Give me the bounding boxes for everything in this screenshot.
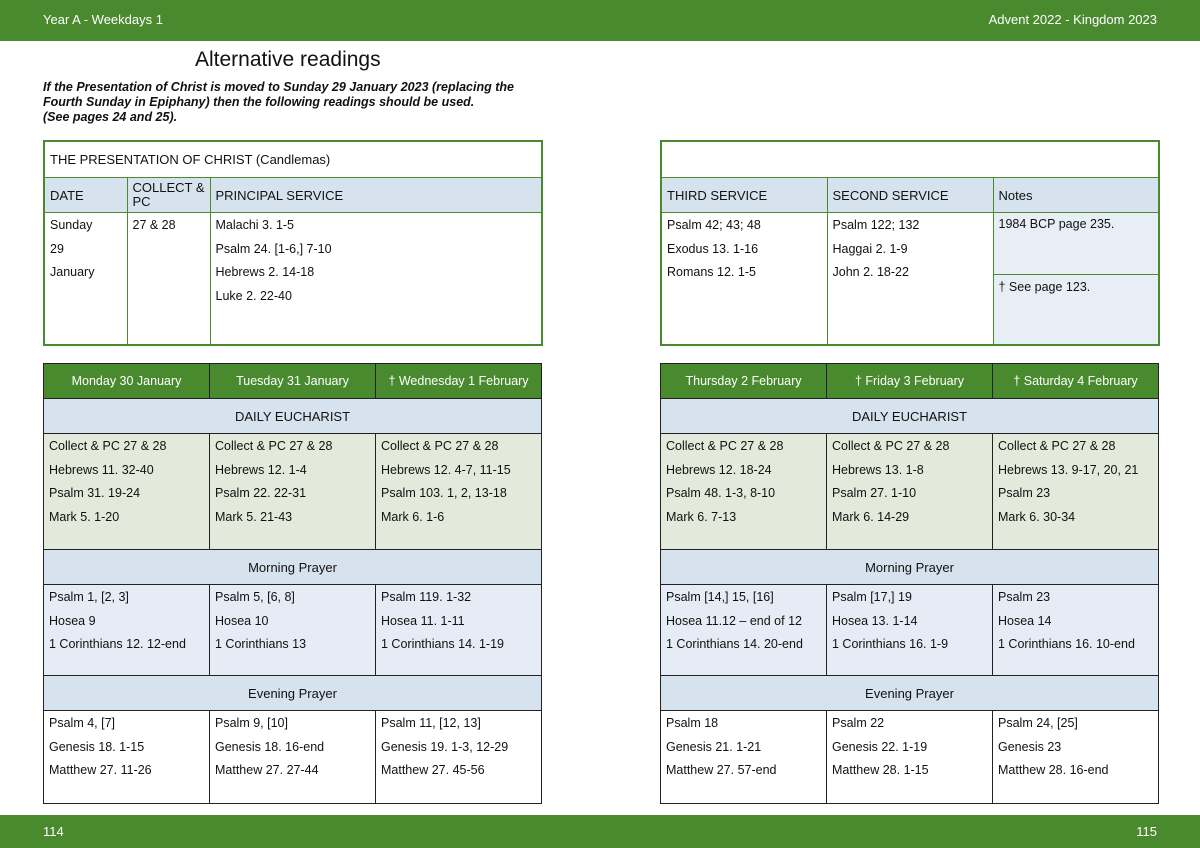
intro-text xyxy=(43,80,563,125)
date-header: DATE xyxy=(44,178,127,213)
collect-header: COLLECT & PC xyxy=(127,178,210,213)
day-header: Tuesday 31 January xyxy=(210,364,376,399)
notes-header: Notes xyxy=(993,178,1159,213)
day-header: † Saturday 4 February xyxy=(993,364,1159,399)
eucharist-readings: Collect & PC 27 & 28 Hebrews 11. 32-40 Psalm 31. 19-24 Mark 5. 1-20 xyxy=(44,434,210,550)
third-service-cell: Psalm 42; 43; 48 Exodus 13. 1-16 Romans 12. 1-5 xyxy=(661,213,827,346)
page-number-left: 114 xyxy=(43,824,64,839)
morning-readings: Psalm 5, [6, 8] Hosea 10 1 Corinthians 13 xyxy=(210,585,376,676)
second-service-header: SECOND SERVICE xyxy=(827,178,993,213)
evening-readings: Psalm 22 Genesis 22. 1-19 Matthew 28. 1-15 xyxy=(827,711,993,804)
morning-prayer-heading: Morning Prayer xyxy=(44,550,542,585)
intro-line: (See pages 24 and 25). xyxy=(43,110,178,124)
header-right: Advent 2022 - Kingdom 2023 xyxy=(988,12,1157,27)
presentation-other-services-table xyxy=(660,140,1160,346)
footer-bar xyxy=(0,815,1200,848)
evening-readings: Psalm 11, [12, 13] Genesis 19. 1-3, 12-29 Matthew 27. 45-56 xyxy=(376,711,542,804)
header-bar xyxy=(0,0,1200,41)
evening-readings: Psalm 9, [10] Genesis 18. 16-end Matthew 27. 27-44 xyxy=(210,711,376,804)
eucharist-readings: Collect & PC 27 & 28 Hebrews 12. 1-4 Psalm 22. 22-31 Mark 5. 21-43 xyxy=(210,434,376,550)
morning-readings: Psalm 1, [2, 3] Hosea 9 1 Corinthians 12. 12-end xyxy=(44,585,210,676)
day-header: † Wednesday 1 February xyxy=(376,364,542,399)
weekday-table-left xyxy=(43,363,542,804)
third-service-header: THIRD SERVICE xyxy=(661,178,827,213)
principal-cell: Malachi 3. 1-5 Psalm 24. [1-6,] 7-10 Hebrews 2. 14-18 Luke 2. 22-40 xyxy=(210,213,542,346)
day-header: † Friday 3 February xyxy=(827,364,993,399)
notes-cell xyxy=(993,213,1159,346)
intro-line: Fourth Sunday in Epiphany) then the following readings should be used. xyxy=(43,95,475,109)
note-dagger: † See page 123. xyxy=(998,280,1091,294)
date-cell: Sunday 29 January xyxy=(44,213,127,346)
evening-prayer-heading: Evening Prayer xyxy=(44,676,542,711)
morning-readings: Psalm [14,] 15, [16] Hosea 11.12 – end of 12 1 Corinthians 14. 20-end xyxy=(661,585,827,676)
day-header: Monday 30 January xyxy=(44,364,210,399)
principal-header: PRINCIPAL SERVICE xyxy=(210,178,542,213)
collect-cell: 27 & 28 xyxy=(127,213,210,346)
note-bcp: 1984 BCP page 235. xyxy=(994,213,1159,275)
day-header: Thursday 2 February xyxy=(661,364,827,399)
daily-eucharist-heading: DAILY EUCHARIST xyxy=(661,399,1159,434)
presentation-principal-table xyxy=(43,140,543,346)
second-service-cell: Psalm 122; 132 Haggai 2. 1-9 John 2. 18-22 xyxy=(827,213,993,346)
morning-readings: Psalm [17,] 19 Hosea 13. 1-14 1 Corinthians 16. 1-9 xyxy=(827,585,993,676)
morning-prayer-heading: Morning Prayer xyxy=(661,550,1159,585)
blank-title-cell xyxy=(661,141,1159,178)
page-title: Alternative readings xyxy=(195,48,381,71)
eucharist-readings: Collect & PC 27 & 28 Hebrews 12. 18-24 Psalm 48. 1-3, 8-10 Mark 6. 7-13 xyxy=(661,434,827,550)
evening-readings: Psalm 24, [25] Genesis 23 Matthew 28. 16-end xyxy=(993,711,1159,804)
morning-readings: Psalm 23 Hosea 14 1 Corinthians 16. 10-end xyxy=(993,585,1159,676)
evening-readings: Psalm 18 Genesis 21. 1-21 Matthew 27. 57-end xyxy=(661,711,827,804)
eucharist-readings: Collect & PC 27 & 28 Hebrews 13. 9-17, 20, 21 Psalm 23 Mark 6. 30-34 xyxy=(993,434,1159,550)
eucharist-readings: Collect & PC 27 & 28 Hebrews 13. 1-8 Psalm 27. 1-10 Mark 6. 14-29 xyxy=(827,434,993,550)
presentation-title: THE PRESENTATION OF CHRIST (Candlemas) xyxy=(44,141,542,178)
evening-readings: Psalm 4, [7] Genesis 18. 1-15 Matthew 27. 11-26 xyxy=(44,711,210,804)
header-left: Year A - Weekdays 1 xyxy=(43,12,163,27)
daily-eucharist-heading: DAILY EUCHARIST xyxy=(44,399,542,434)
morning-readings: Psalm 119. 1-32 Hosea 11. 1-11 1 Corinthians 14. 1-19 xyxy=(376,585,542,676)
weekday-table-right xyxy=(660,363,1159,804)
evening-prayer-heading: Evening Prayer xyxy=(661,676,1159,711)
page-number-right: 115 xyxy=(1136,824,1157,839)
eucharist-readings: Collect & PC 27 & 28 Hebrews 12. 4-7, 11-15 Psalm 103. 1, 2, 13-18 Mark 6. 1-6 xyxy=(376,434,542,550)
intro-line: If the Presentation of Christ is moved to Sunday 29 January 2023 (replacing the xyxy=(43,80,514,94)
